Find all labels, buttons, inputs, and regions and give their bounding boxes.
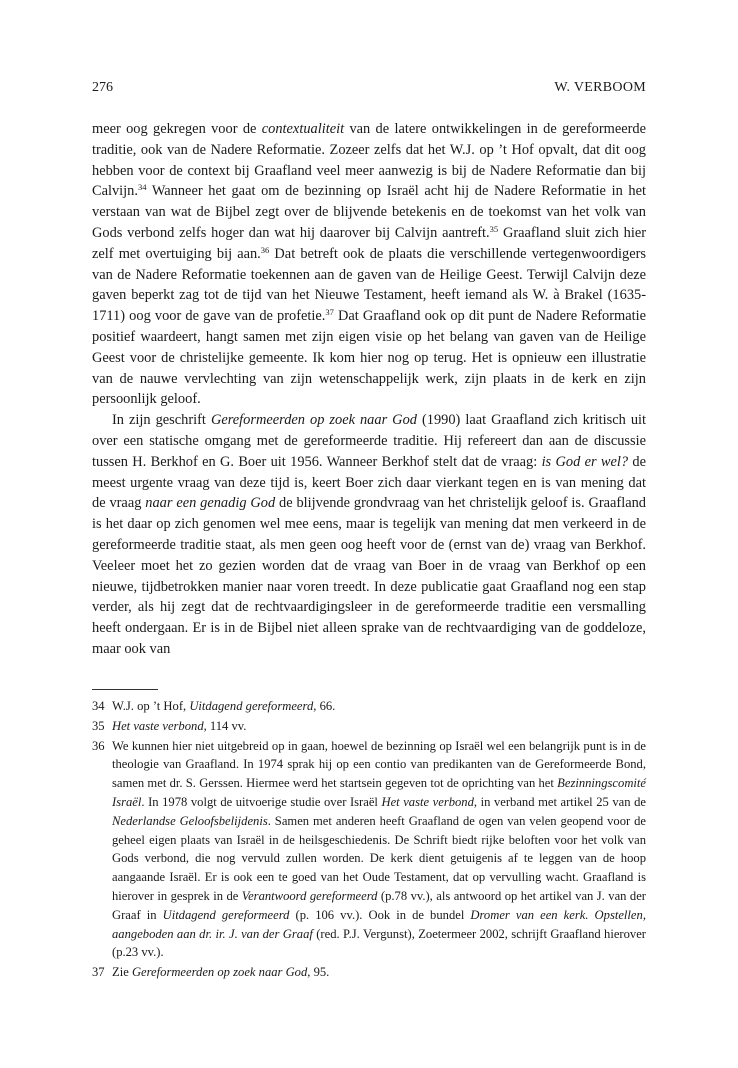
text-run: , in verband met artikel 25 van de — [473, 794, 647, 809]
footnote-number: 35 — [92, 718, 105, 733]
text-run: Zie — [112, 965, 132, 980]
italic-run: contextualiteit — [261, 121, 345, 137]
italic-run: Gereformeerden op zoek naar God — [131, 965, 308, 980]
text-run: (p.78 vv.), als antwoord op het artikel van J. van der Graaf in — [112, 888, 646, 922]
italic-run: Verantwoord gereformeerd — [241, 888, 378, 903]
italic-run: Uitdagend gereformeerd — [189, 699, 314, 713]
italic-run: Nederlandse Geloofsbelijdenis — [112, 813, 268, 828]
text-run: van de latere ontwikkelingen in de gereformeerde traditie, ook van de Nadere Reformatie. Zozeer zelfs dat het W.J. op ’t Hof opvalt, dat dit oog hebben voor de context bij Graafland veel meer aanwezig is bij de Nadere Reformatie dan bij Calvijn. — [92, 121, 646, 200]
text-run: , 66. — [313, 699, 336, 713]
text-run: Dat betreft ook de plaats die verschillende vertegenwoordigers van de Nadere Reformatie toekennen aan de gaven van de Heilige Geest. Terwijl Calvijn deze gaven beperkt zag tot de tijd van het Nieuwe Testament, heeft iemand als W. à Brakel (1635-1711) oog voor de gave van de profetie. — [92, 245, 646, 325]
text-run: de blijvende grondvraag van het christelijk geloof is. Graafland is het daar op zich genomen wel mee eens, maar is tegelijk van mening dat men verkeerd in de gereformeerde traditie staat, als men geen oog heeft voor de (ernst van de) vraag van Berkhof. Veeleer moet het zo gezien worden dat de vraag van Boer in de vraag van Berkhof op een nieuwe, tijdbetrokken manier naar voren treedt. In deze publicatie gaat Graafland nog een stap verder, als hij zegt dat de rechtvaardigingsleer in de gereformeerde traditie een versmalling heeft ondergaan. Er is in de Bijbel niet alleen sprake van de rechtvaardiging van de goddeloze, maar ook van — [92, 495, 646, 657]
footnote-35 — [92, 717, 646, 736]
text-run: , 114 vv. — [203, 718, 247, 733]
footnote-ref-34[interactable]: 34 — [137, 182, 147, 193]
footnote-number: 37 — [92, 965, 105, 980]
text-run: (red. P.J. Vergunst), Zoetermeer 2002, schrijft Graafland hierover (p.23 vv.). — [112, 926, 646, 960]
text-run: de meest urgente vraag van deze tijd is, keert Boer zich daar vierkant tegen en is van mening dat de vraag — [92, 453, 647, 512]
text-run: (1990) laat Graafland zich kritisch uit over een statische omgang met de gereformeerde traditie. Hij refereert dan aan de discussie tussen H. Berkhof en G. Boer uit 1956. Wanneer Berkhof stelt dat de vraag: — [92, 412, 647, 470]
running-head-author: W. VERBOOM — [554, 80, 646, 95]
text-run: Wanneer het gaat om de bezinning op Israël acht hij de Nadere Reformatie in het verstaan van wat de Bijbel zegt over de blijvende betekenis en de toekomst van het volk van Gods verbond zelfs hoger dan wat hij daarover bij Calvijn aantreft. — [92, 183, 646, 241]
text-run: , 95. — [307, 965, 330, 980]
footnotes — [92, 697, 646, 982]
footnote-36 — [92, 737, 646, 963]
footnote-37 — [92, 963, 646, 982]
paragraph-1 — [92, 119, 646, 410]
italic-run: is God er wel? — [541, 453, 629, 470]
italic-run: Bezinningscomité Israël — [112, 776, 646, 809]
italic-run: Het vaste verbond — [112, 718, 204, 733]
text-run: . Samen met anderen heeft Graafland de ogen van velen geopend voor de geheel eigen plaats van Israël in de heilsgeschiedenis. De Schrift biedt rijke beloften voor het volk van Gods verbond, die nog vervuld zullen worden. De kerk dient getuigenis af te leggen van de hoop aangaande Israël. Er is ook een te goed van het Oude Testament, dat op vervulling wacht. Graafland is hierover in gesprek in de — [112, 813, 646, 903]
text-run: . In 1978 volgt de uitvoerige studie over Israël — [141, 794, 382, 809]
text-run: In zijn geschrift — [112, 412, 211, 429]
text-run: We kunnen hier niet uitgebreid op in gaan, hoewel de bezinning op Israël wel een belangrijk punt is in de theologie van Graafland. In 1974 sprak hij op een contio van predikanten van de Gereformeerde Bond, samen met dr. S. Gerssen. Hiermee werd het startsein gegeven tot de oprichting van het — [112, 738, 646, 791]
footnote-ref-35[interactable]: 35 — [489, 223, 499, 234]
footnote-number: 34 — [92, 699, 105, 713]
text-run: meer oog gekregen voor de — [92, 121, 262, 137]
footnote-ref-36[interactable]: 36 — [260, 244, 270, 255]
page-number: 276 — [92, 80, 113, 95]
italic-run: Dromer van een kerk. Opstellen, aangeboden aan dr. ir. J. van der Graaf — [112, 907, 646, 941]
paragraph-2 — [92, 410, 646, 660]
italic-run: Gereformeerden op zoek naar God — [210, 412, 417, 429]
footnote-34 — [92, 697, 646, 716]
footnote-number: 36 — [92, 738, 105, 753]
italic-run: Het vaste verbond — [381, 794, 474, 809]
footnote-ref-37[interactable]: 37 — [325, 307, 334, 318]
text-run: (p. 106 vv.). Ook in de bundel — [289, 907, 471, 922]
italic-run: naar een genadig God — [145, 495, 276, 512]
text-run: Dat Graafland ook op dit punt de Nadere Reformatie positief waardeert, hangt samen met zijn eigen visie op het belang van gaven van de Heilige Geest voor de christelijke gemeente. Ik kom hier nog op terug. Het is opnieuw een illustratie van de nauwe vervlechting van zijn wetenschappelijk werk, zijn plaats in de kerk en zijn persoonlijk geloof. — [92, 308, 646, 408]
footnote-separator — [92, 689, 158, 690]
italic-run: Uitdagend gereformeerd — [162, 907, 290, 922]
text-run: W.J. op ’t Hof, — [112, 699, 190, 713]
body-text — [92, 119, 646, 660]
text-run: Graafland sluit zich hier zelf met overtuiging bij aan. — [92, 224, 646, 262]
